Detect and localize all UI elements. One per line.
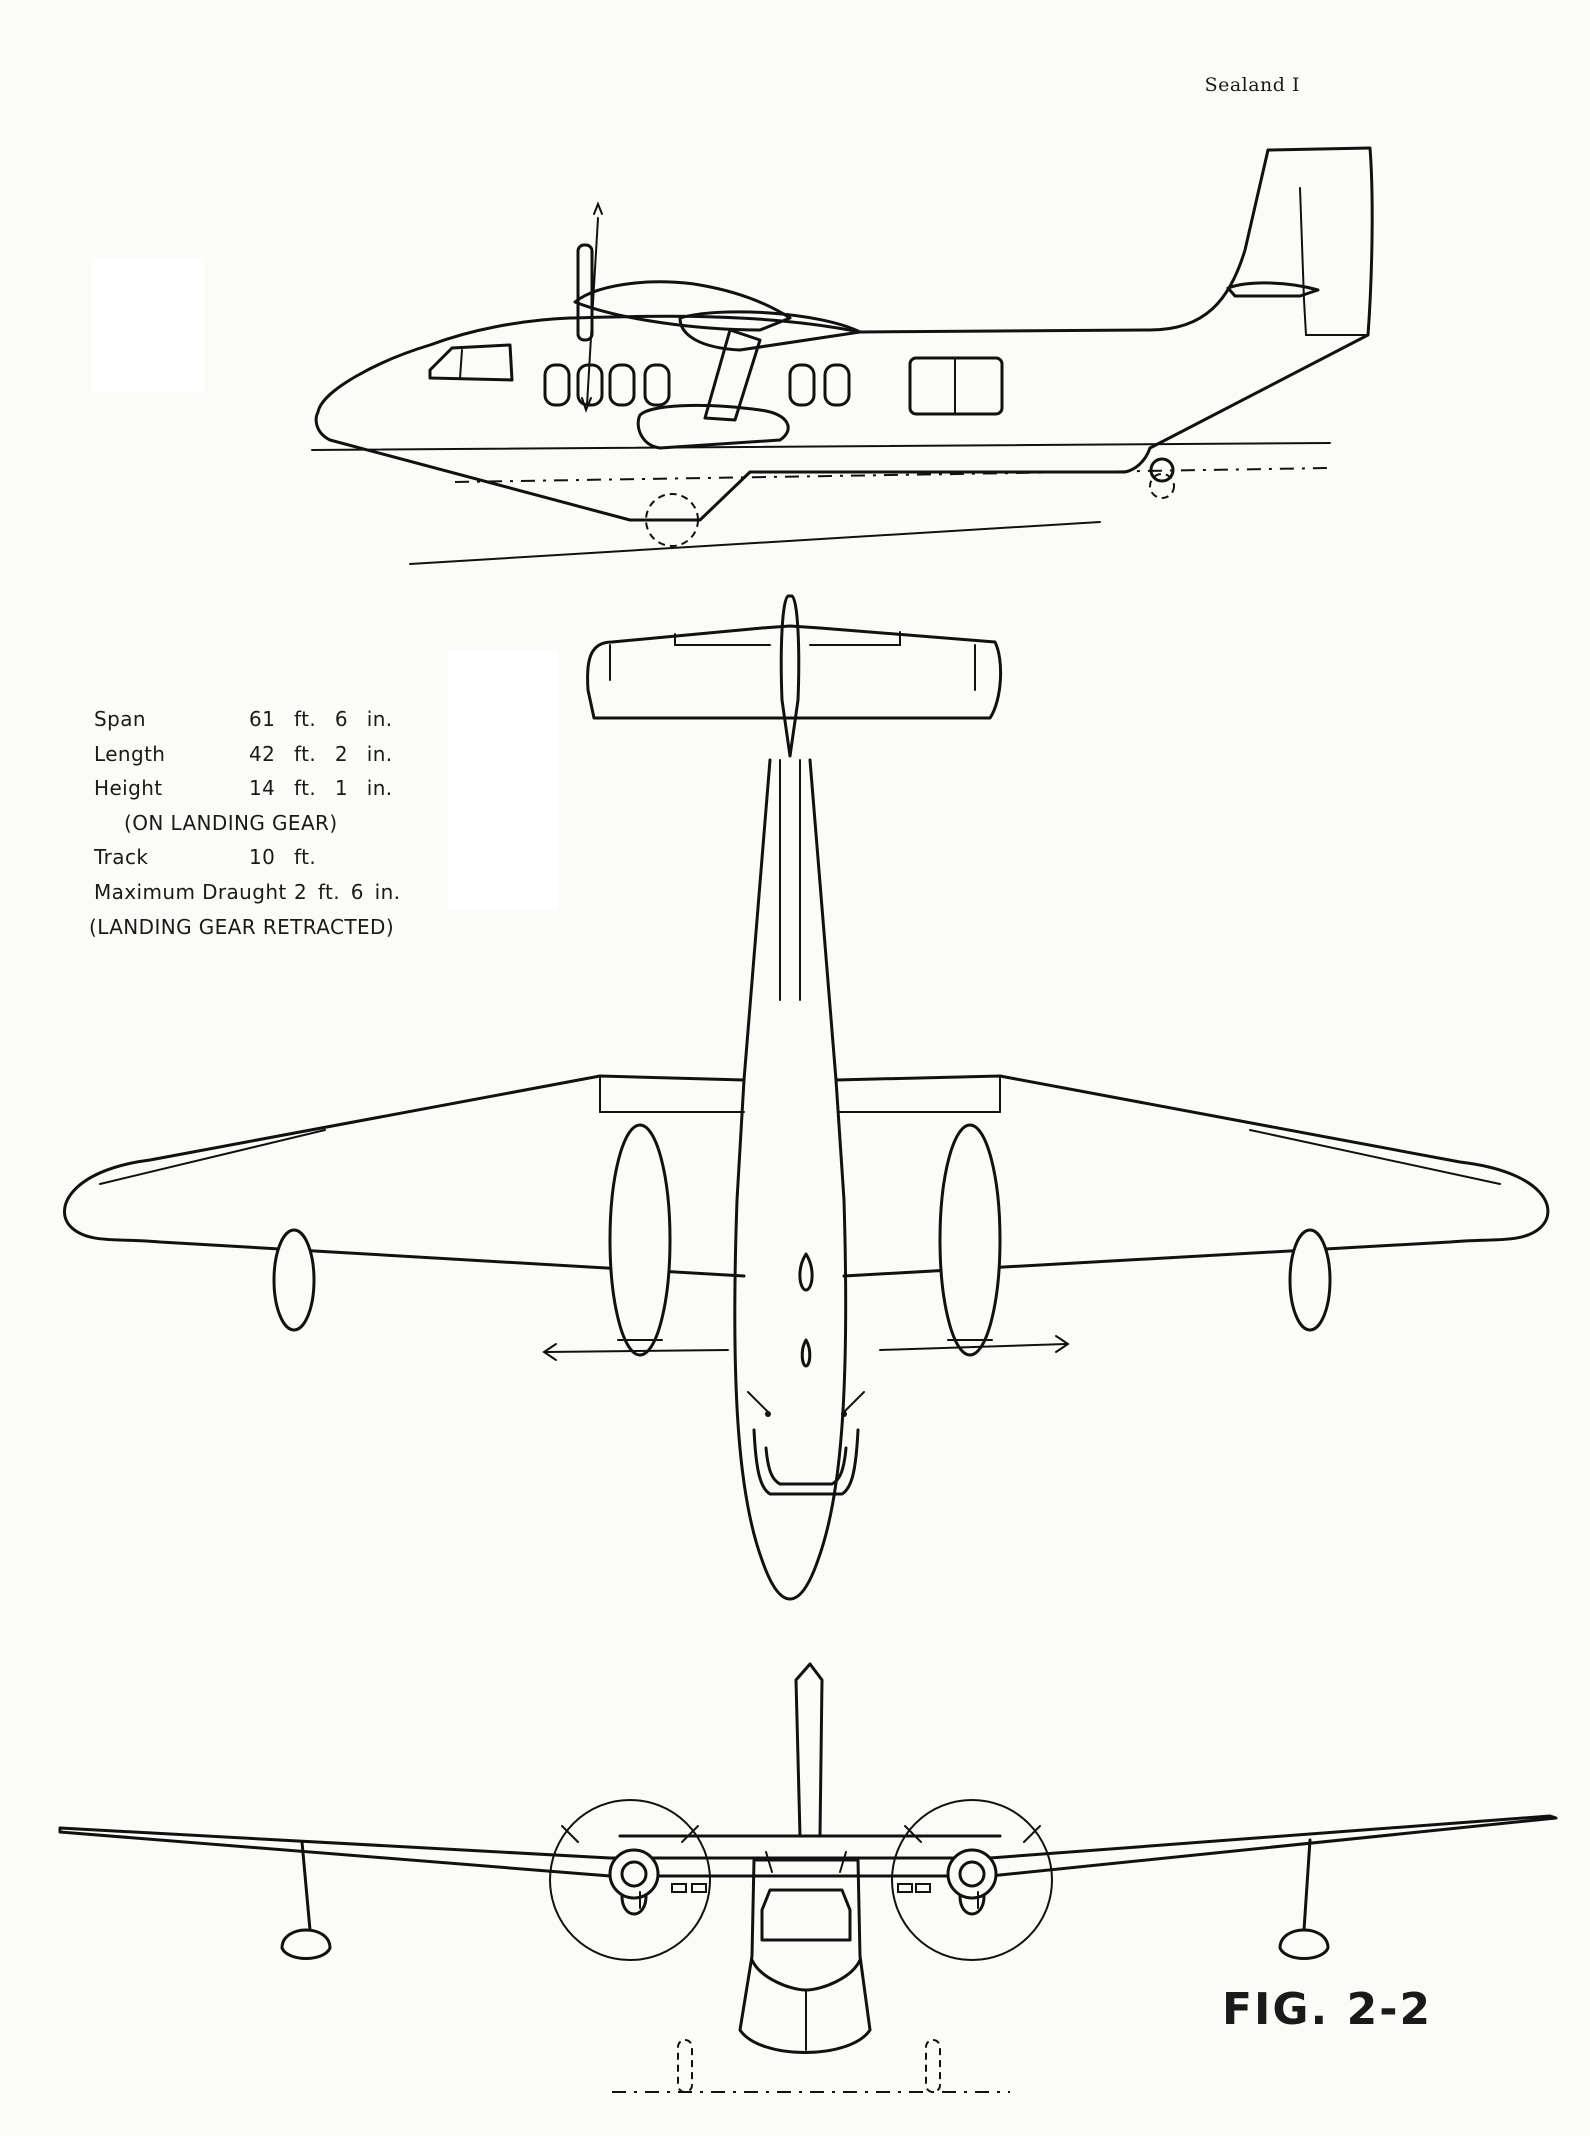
dimension-value: 61 ft. 6 in. xyxy=(249,707,393,731)
left-engine-front xyxy=(610,1850,658,1898)
arrow-left xyxy=(546,1350,728,1352)
right-nacelle xyxy=(940,1125,1000,1355)
dimension-label: Span xyxy=(94,707,146,731)
waterline xyxy=(312,443,1330,450)
dimension-label: Height xyxy=(94,776,163,801)
right-float-front xyxy=(1280,1930,1328,1959)
front-windscreen xyxy=(762,1890,850,1940)
dimension-value: 10 ft. xyxy=(249,845,317,870)
left-float-front xyxy=(282,1930,330,1959)
dimension-value: 14 ft. 1 in. xyxy=(249,776,393,801)
datum-line xyxy=(455,468,1330,482)
front-wing xyxy=(60,1816,1556,1876)
dimension-value: 2 ft. 6 in. xyxy=(294,879,401,904)
dimension-note-text: (LANDING GEAR RETRACTED) xyxy=(89,914,395,939)
cockpit-window xyxy=(430,345,512,380)
ground-line xyxy=(410,522,1100,564)
fin xyxy=(781,596,799,756)
right-wheel xyxy=(926,2040,940,2092)
side-float xyxy=(638,405,788,448)
right-float-strut xyxy=(1304,1840,1310,1930)
front-fin xyxy=(796,1664,822,1836)
left-float-strut xyxy=(302,1842,310,1930)
right-engine-front xyxy=(948,1850,996,1898)
left-nacelle xyxy=(610,1125,670,1355)
engine-nacelle xyxy=(575,282,790,330)
left-float-plan xyxy=(274,1230,314,1330)
dimension-label: Length xyxy=(94,741,166,766)
side-windows xyxy=(545,358,1002,414)
dimension-note-text: (ON LANDING GEAR) xyxy=(124,810,338,835)
page-label: Sealand I xyxy=(1204,74,1300,96)
dimension-label: Maximum Draught xyxy=(94,879,287,904)
horizontal-tail xyxy=(588,626,1001,718)
dimension-label: Track xyxy=(94,845,149,870)
side-view xyxy=(312,148,1372,564)
dimension-value: 42 ft. 2 in. xyxy=(249,741,393,766)
right-float-plan xyxy=(1290,1230,1330,1330)
plan-fuselage xyxy=(735,760,846,1599)
figure-label: FIG. 2-2 xyxy=(1222,1984,1433,2035)
left-wheel xyxy=(678,2040,692,2092)
